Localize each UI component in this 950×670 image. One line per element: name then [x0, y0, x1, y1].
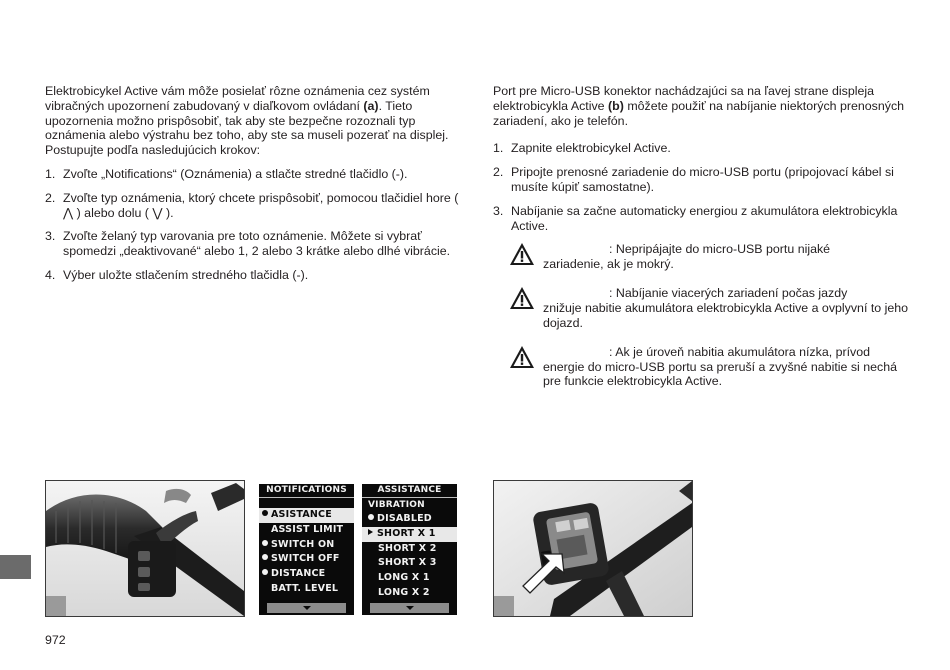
list-item [45, 167, 465, 182]
left-intro-text-2: . Tieto upozornenia možno prispôsobiť, tak aby ste bezpečne rozoznali typ oznámenia alebo výstrahu bez toho, aby ste sa museli pozerať na displej. Postupujte podľa nasledujúcich krokov: [45, 98, 449, 158]
screen-menu-item: DISTANCE [259, 567, 354, 582]
screen-menu-item: LONG X 2 [378, 586, 430, 598]
warning-line-2: znižuje nabitie akumulátora elektrobicykla Active a ovplyvní to jeho dojazd. [543, 301, 909, 330]
step-text: Zvoľte „Notifications“ (Oznámenia) a stlačte stredné tlačidlo (-). [63, 166, 408, 181]
warning-triangle-icon [509, 242, 535, 266]
screen-menu-item: SHORT X 3 [378, 557, 437, 569]
step-number: 2. [45, 190, 56, 205]
left-intro [45, 84, 465, 158]
right-intro-text-2: môžete použiť na nabíjanie niektorých prenosných zariadení, ako je telefón. [493, 98, 905, 128]
step-number: 3. [493, 203, 504, 218]
step-number: 1. [493, 141, 504, 156]
right-steps-list [493, 141, 913, 233]
screen-menu-item: SHORT X 2 [378, 542, 437, 554]
list-item [45, 268, 465, 283]
left-column [45, 84, 465, 283]
screen-menu-item: LONG X 1 [378, 572, 430, 584]
warning-line-1: : Nepripájajte do micro-USB portu nijaké [609, 242, 831, 257]
screen-menu-item: ASISTANCE [259, 508, 354, 523]
step-text: Zapnite elektrobicykel Active. [511, 141, 671, 156]
screen-menu-item: SHORT X 1 [362, 527, 457, 542]
assistance-vibration-screen [362, 484, 457, 615]
page-number: 972 [45, 633, 66, 647]
warning-note [493, 345, 913, 389]
warning-line-1: : Ak je úroveň nabitia akumulátora nízka, prívod [609, 344, 871, 359]
bullet-icon [262, 510, 268, 516]
screen-menu-item: SWITCH OFF [259, 552, 354, 567]
screen-menu-item: SWITCH ON [259, 538, 354, 553]
warning-triangle-icon [509, 345, 535, 369]
pointer-arrow-icon [518, 551, 568, 597]
right-intro [493, 84, 913, 128]
warning-line-2: energie do micro-USB portu sa preruší a zvyšné nabitie si nechá pre funkcie elektrobicykla Active. [543, 359, 897, 389]
list-item [493, 165, 913, 195]
list-item [493, 141, 913, 156]
chevron-down-icon [406, 606, 414, 610]
bullet-icon [368, 514, 374, 520]
warning-note [493, 242, 913, 272]
screen-menu-item: DISABLED [362, 512, 457, 527]
left-intro-ref: (a) [363, 98, 379, 113]
step-number: 1. [45, 166, 56, 181]
right-intro-ref: (b) [608, 98, 624, 113]
chevron-down-icon [303, 606, 311, 610]
screen-menu-item: BATT. LEVEL [271, 582, 339, 594]
bullet-icon [262, 554, 268, 560]
photo-label-tag [46, 596, 66, 616]
step-number: 4. [45, 267, 56, 282]
display-usb-port-photo [493, 480, 693, 617]
step-text: Nabíjanie sa začne automaticky energiou z akumulátora elektrobicykla Active. [511, 203, 898, 233]
warning-line-2: zariadenie, ak je mokrý. [543, 257, 674, 272]
warning-note [493, 286, 913, 330]
list-item [45, 191, 465, 221]
step-number: 3. [45, 229, 56, 244]
notifications-screen [259, 484, 354, 615]
selection-arrow-icon [368, 529, 373, 535]
list-item [493, 204, 913, 234]
step-text: Zvoľte želaný typ varovania pre toto oznámenie. Môžete si vybrať spomedzi „deaktivované“ alebo 1, 2 alebo 3 krátke alebo dlhé vibrácie. [63, 229, 451, 259]
step-text: Pripojte prenosné zariadenie do micro-USB portu (pripojovací kábel si musíte kúpiť samostatne). [511, 165, 894, 194]
step-text: Výber uložte stlačením stredného tlačidla (-). [63, 267, 309, 282]
screen-footer [267, 603, 346, 613]
list-item [45, 229, 465, 259]
photo-label-tag [494, 596, 514, 616]
section-tab-marker [0, 555, 31, 579]
right-intro-text-1: Port pre Micro-USB konektor nachádzajúci sa na ľavej strane displeja elektrobicykla Active [493, 84, 875, 113]
bullet-icon [262, 569, 268, 575]
screen-header: ASSISTANCE [362, 484, 457, 498]
left-steps-list [45, 167, 465, 283]
right-column [493, 84, 913, 389]
step-text: Zvoľte typ oznámenia, ktorý chcete prispôsobiť, pomocou tlačidiel hore ( ⋀ ) alebo dolu ( ⋁ ). [63, 190, 459, 220]
bullet-icon [262, 540, 268, 546]
left-intro-text-1: Elektrobicykel Active vám môže posielať rôzne oznámenia cez systém vibračných upozornení zabudovaný v diaľkovom ovládaní [45, 84, 430, 113]
warning-triangle-icon [509, 286, 535, 310]
screen-header: NOTIFICATIONS [259, 484, 354, 498]
warning-line-1: : Nabíjanie viacerých zariadení počas jazdy [609, 286, 848, 301]
step-number: 2. [493, 165, 504, 180]
handlebar-remote-photo [45, 480, 245, 617]
screen-subheader: VIBRATION [368, 500, 425, 510]
screen-footer [370, 603, 449, 613]
screen-menu-item: ASSIST LIMIT [271, 523, 344, 535]
